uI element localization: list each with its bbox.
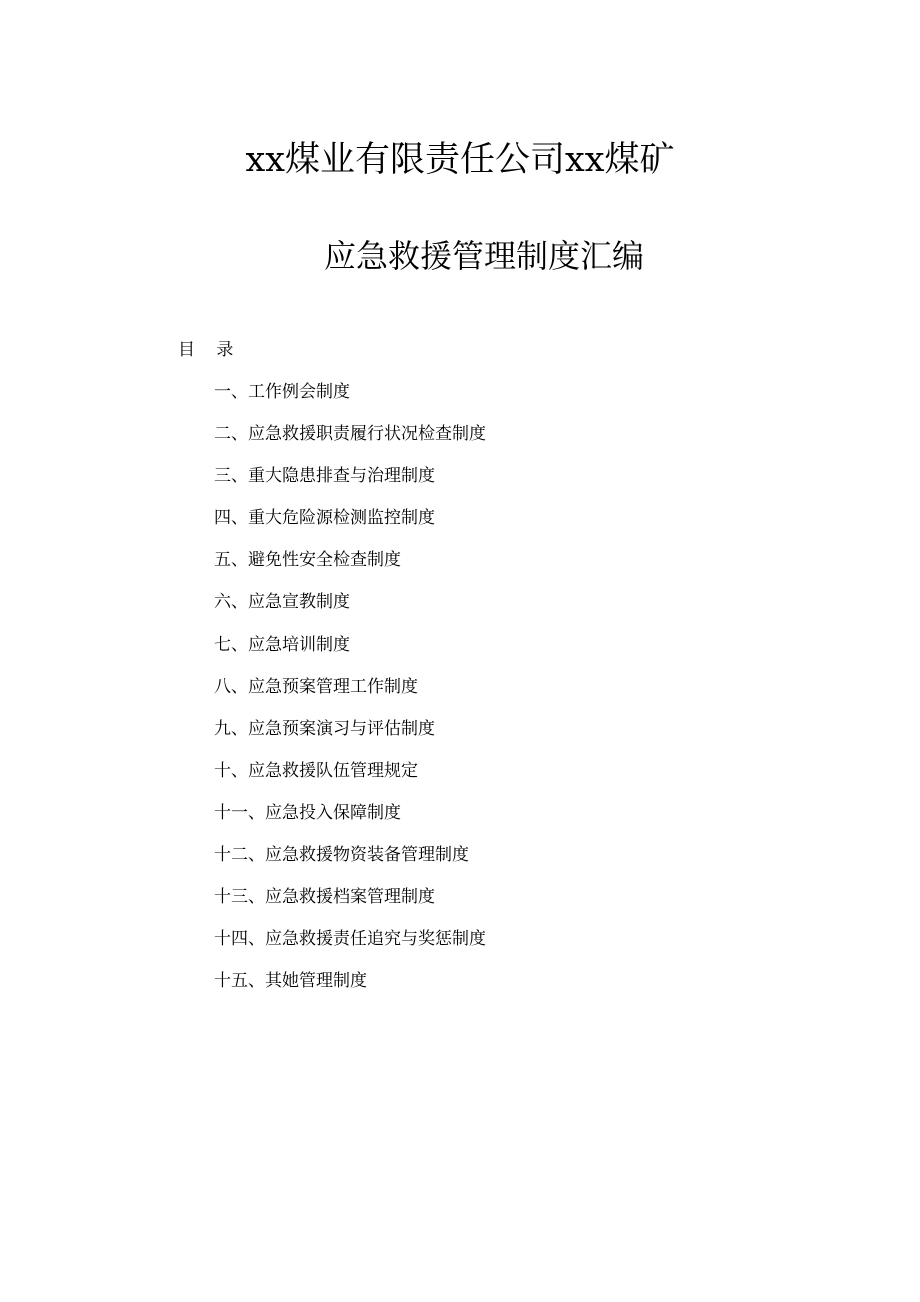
toc-item: 九、应急预案演习与评估制度 [214, 718, 435, 739]
toc-item: 四、重大危险源检测监控制度 [214, 508, 435, 529]
toc-item: 五、避免性安全检查制度 [214, 550, 401, 571]
toc-item: 六、应急宣教制度 [214, 592, 350, 613]
toc-item: 十二、应急救援物资装备管理制度 [214, 845, 469, 866]
toc-item: 十五、其她管理制度 [214, 971, 367, 992]
toc-item: 十三、应急救援档案管理制度 [214, 887, 435, 908]
toc-item: 十四、应急救援责任追究与奖惩制度 [214, 929, 486, 950]
toc-list [214, 380, 486, 1011]
document-title: xx煤业有限责任公司xx煤矿 [245, 140, 675, 180]
toc-item: 十一、应急投入保障制度 [214, 802, 401, 823]
toc-item: 十、应急救援队伍管理规定 [214, 760, 418, 781]
document-subtitle: 应急救援管理制度汇编 [324, 237, 645, 275]
toc-item: 七、应急培训制度 [214, 634, 350, 655]
toc-item: 八、应急预案管理工作制度 [214, 676, 418, 697]
toc-item: 二、应急救援职责履行状况检查制度 [214, 424, 486, 445]
toc-heading: 目 录 [178, 340, 242, 360]
toc-item: 一、工作例会制度 [214, 382, 350, 402]
toc-item: 三、重大隐患排查与治理制度 [214, 466, 435, 487]
